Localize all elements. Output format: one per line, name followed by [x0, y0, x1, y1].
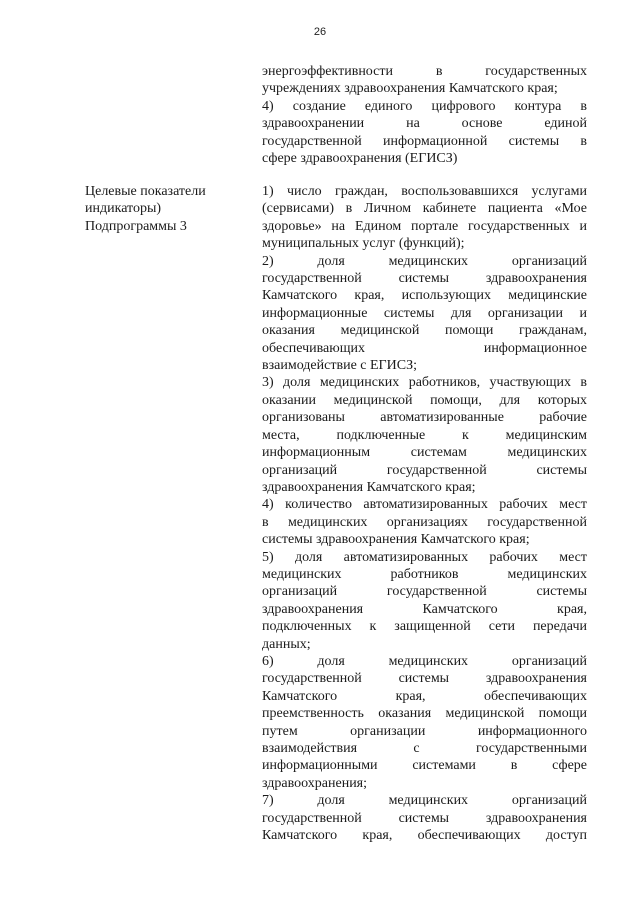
text-line: муниципальных услуг (функций); [262, 236, 465, 252]
text-line: 3) доля медицинских работников, участвующих в [262, 375, 587, 391]
text-line: в медицинских организациях государственной [262, 514, 587, 530]
label-line: Подпрограммы 3 [85, 218, 187, 234]
text-line: 6) доля медицинских организаций [262, 653, 587, 669]
text-line: организаций государственной системы [262, 462, 587, 478]
text-line: организованы автоматизированные рабочие [262, 410, 587, 426]
text-line: здравоохранения Камчатского края; [262, 479, 476, 495]
text-line: (сервисами) в Личном кабинете пациента «Мое [262, 201, 587, 217]
text-line: взаимодействие с ЕГИСЗ; [262, 358, 417, 374]
text-line: энергоэффективности в государственных [262, 64, 587, 79]
text-line: Камчатского края, использующих медицинские [262, 288, 587, 304]
text-line: 1) число граждан, воспользовавшихся услугами [262, 184, 587, 199]
text-line: 5) доля автоматизированных рабочих мест [262, 549, 587, 565]
indicators-list [262, 183, 587, 844]
text-line: 4) количество автоматизированных рабочих мест [262, 497, 587, 513]
text-line: здравоохранения; [262, 775, 368, 791]
text-line: организаций государственной системы [262, 584, 587, 600]
text-line: Камчатского края, обеспечивающих [262, 688, 587, 704]
page-number: 26 [313, 26, 327, 38]
target-indicators-label [85, 183, 255, 235]
text-line: сфере здравоохранения (ЕГИСЗ) [262, 151, 458, 167]
text-line: государственной информационной системы в [262, 133, 587, 149]
text-line: государственной системы здравоохранения [262, 271, 587, 287]
text-line: обеспечивающих информационное [262, 340, 587, 356]
text-line: информационным системам медицинских [262, 445, 587, 461]
text-line: здравоохранении на основе единой [262, 116, 587, 132]
text-line: информационные системы для организации и [262, 305, 587, 321]
text-line: Камчатского края, обеспечивающих доступ [262, 828, 587, 844]
text-line: системы здравоохранения Камчатского края; [262, 532, 530, 548]
text-line: учреждениях здравоохранения Камчатского края; [262, 81, 558, 97]
text-line: данных; [262, 636, 311, 652]
text-line: информационными системами в сфере [262, 758, 587, 774]
label-line: индикаторы) [85, 201, 162, 217]
text-line: путем организации информационного [262, 723, 587, 739]
text-line: подключенных к защищенной сети передачи [262, 619, 587, 635]
text-line: преемственность оказания медицинской помощи [262, 706, 587, 722]
text-line: 7) доля медицинских организаций [262, 793, 587, 809]
text-line: 4) создание единого цифрового контура в [262, 98, 587, 114]
text-line: взаимодействия с государственными [262, 741, 587, 756]
text-line: государственной системы здравоохранения [262, 810, 587, 826]
text-line: здоровье» на Едином портале государственных и [262, 218, 587, 234]
text-line: медицинских работников медицинских [262, 566, 587, 582]
label-line: Целевые показатели [85, 184, 206, 199]
text-line: 2) доля медицинских организаций [262, 253, 587, 269]
text-line: государственной системы здравоохранения [262, 671, 587, 687]
text-line: оказании медицинской помощи, для которых [262, 392, 587, 408]
text-line: оказания медицинской помощи гражданам, [262, 323, 587, 339]
top-text-block [262, 63, 587, 167]
text-line: здравоохранения Камчатского края, [262, 601, 587, 617]
text-line: места, подключенные к медицинским [262, 427, 587, 443]
